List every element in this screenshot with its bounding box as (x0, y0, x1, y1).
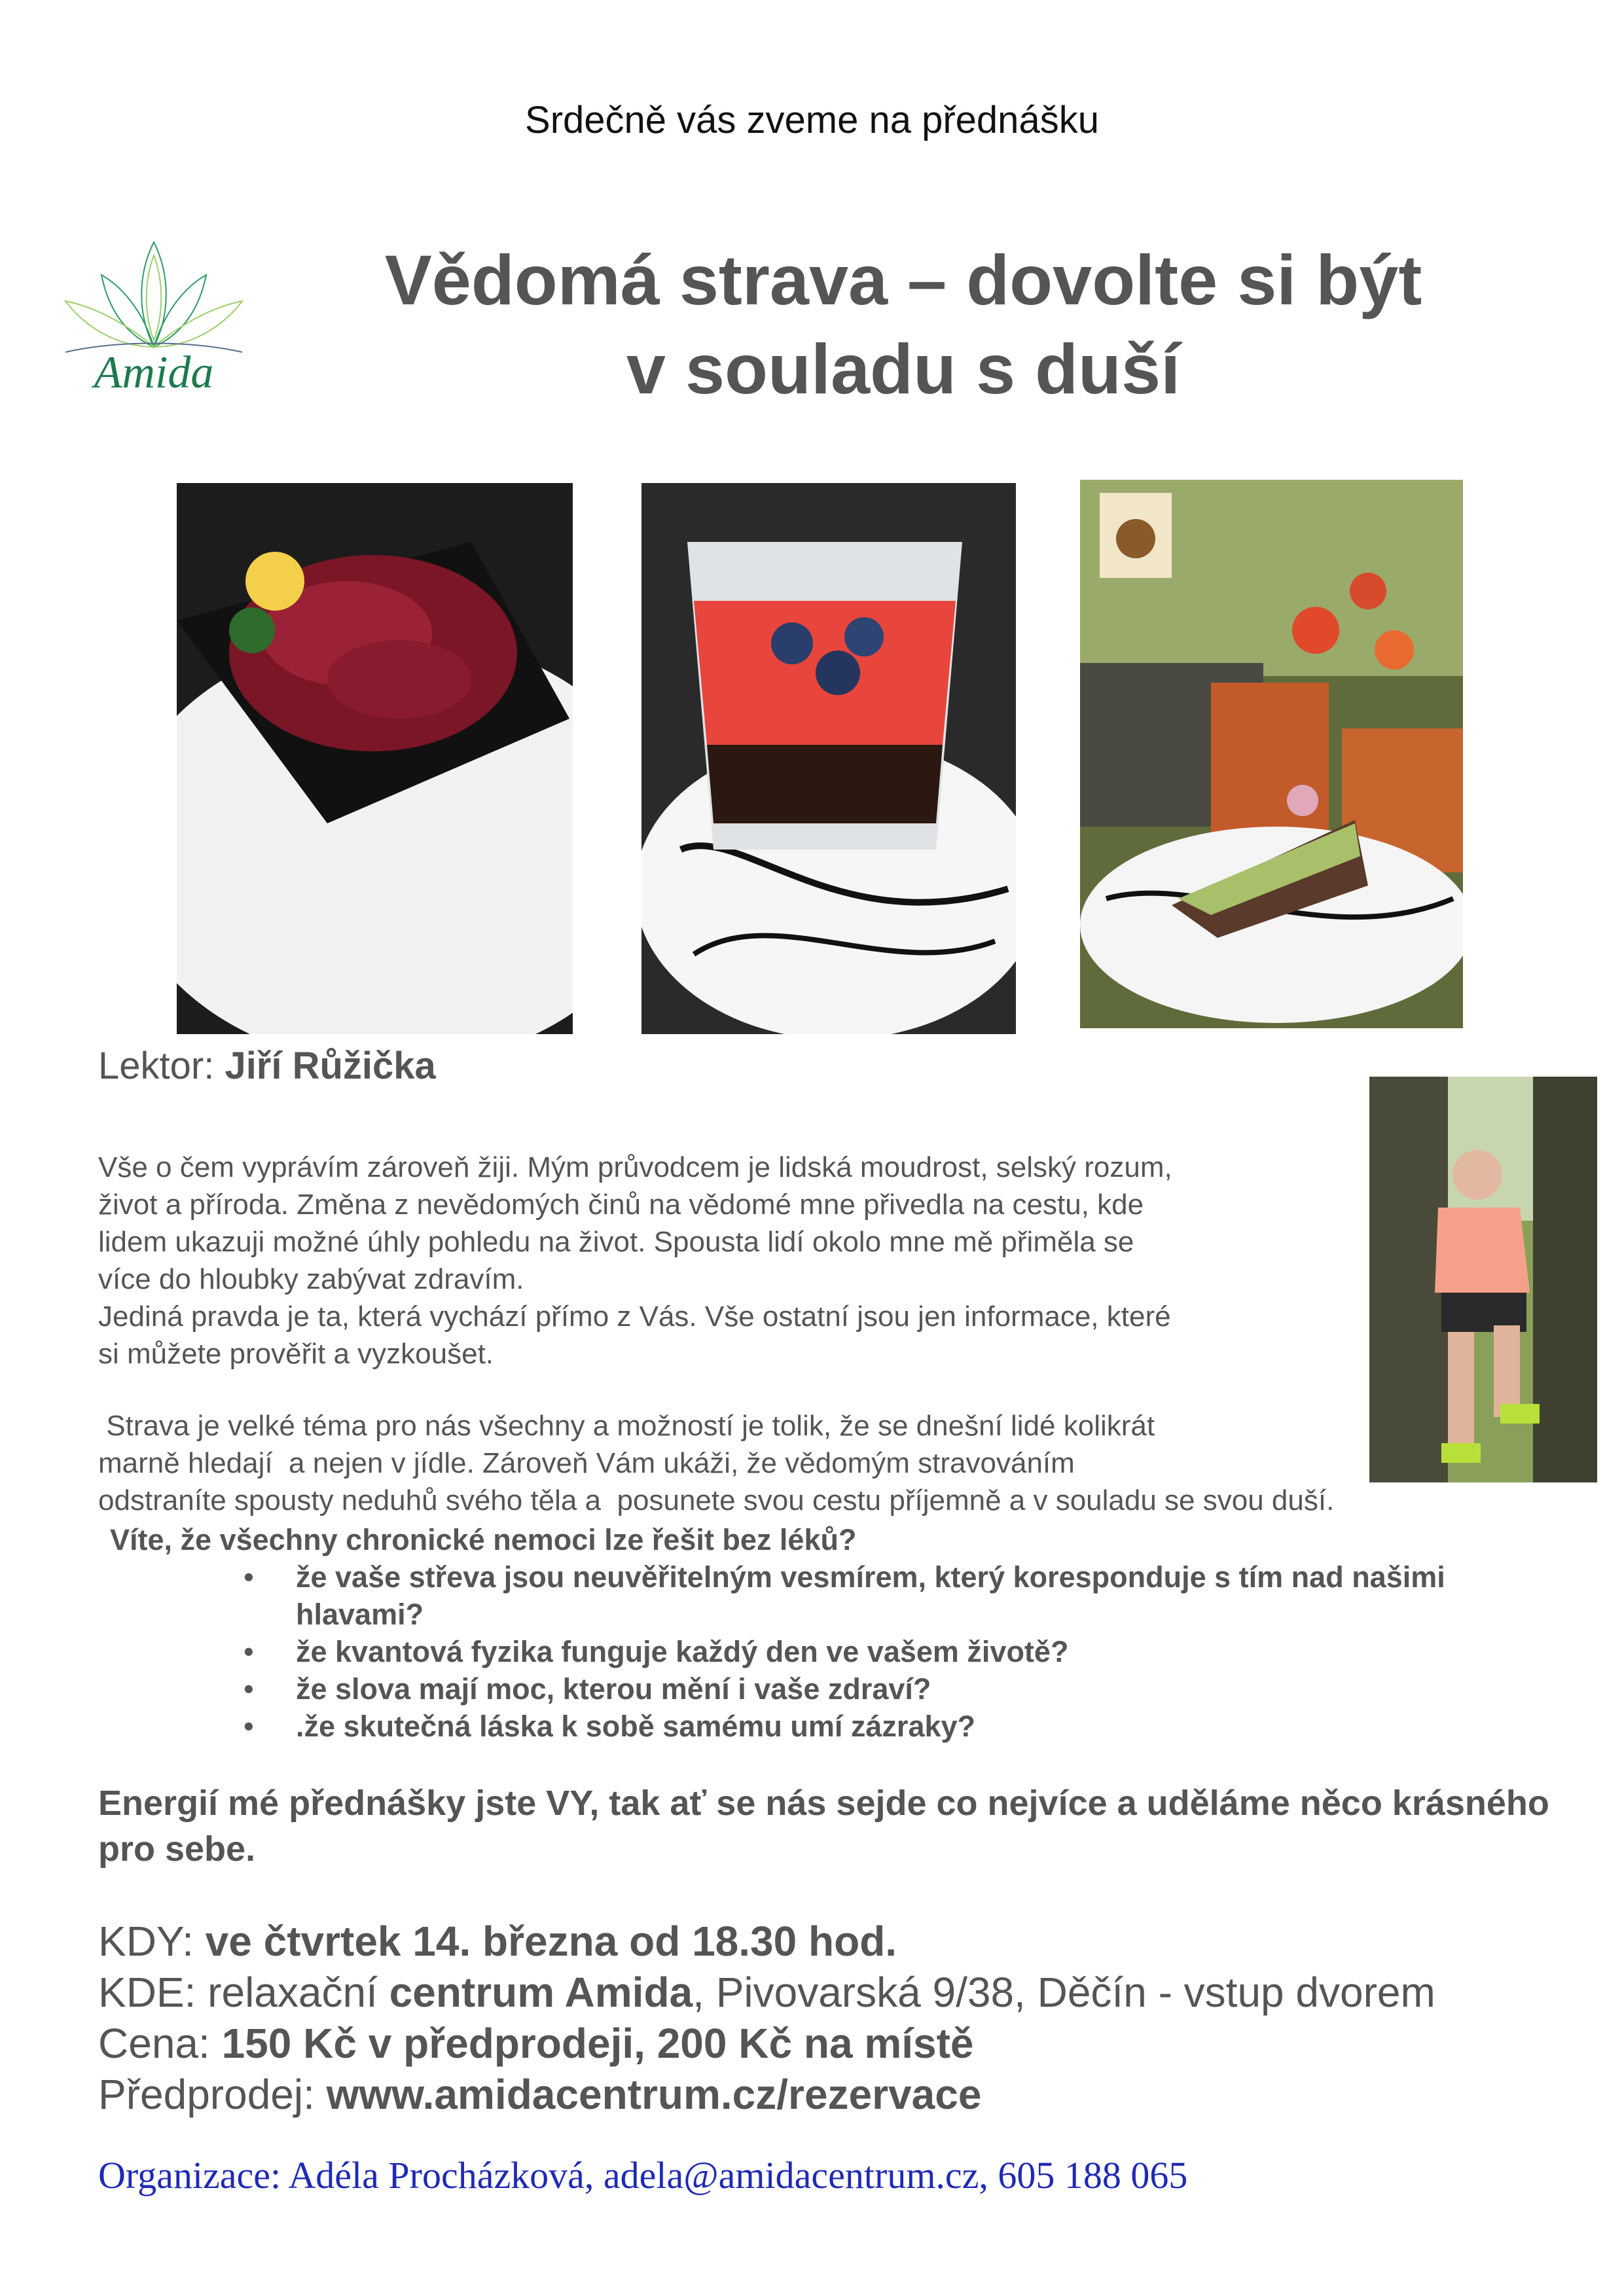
kde-label: KDE: relaxační (98, 1969, 389, 2016)
bullet-icon: • (244, 1710, 254, 1743)
bio-line: si můžete prověřit a vyzkoušet. (98, 1338, 494, 1370)
bio-line: život a příroda. Změna z nevědomých činů na vědomé mne přivedla na cestu, kde (98, 1189, 1144, 1221)
cena-label: Cena: (98, 2020, 222, 2067)
bio-line: Vše o čem vyprávím zároveň žiji. Mým průvodcem je lidská moudrost, selský rozum, (98, 1151, 1172, 1183)
bullet-icon: • (244, 1635, 254, 1668)
presale-url[interactable]: www.amidacentrum.cz/rezervace (326, 2071, 982, 2118)
list-item (244, 1558, 1500, 1633)
title-line-2: v souladu s duší (626, 329, 1181, 408)
page-title (314, 236, 1492, 414)
list-item-text: že slova mají moc, kterou mění i vaše zdraví? (296, 1672, 931, 1706)
kdy-value: ve čtvrtek 14. března od 18.30 hod. (205, 1918, 897, 1965)
lector-name: Jiří Růžička (225, 1045, 436, 1087)
question-heading: Víte, že všechny chronické nemoci lze řešit bez léků? (110, 1523, 857, 1556)
lector-label: Lektor: (98, 1045, 225, 1087)
beet-noodles-plate-photo (177, 483, 573, 1034)
bio-line: lidem ukazuji možné úhly pohledu na život. Spousta lidí okolo mne mě přiměla se (98, 1226, 1134, 1258)
list-item (244, 1633, 1500, 1670)
bullet-icon: • (244, 1560, 254, 1594)
cena-value: 150 Kč v předprodeji, 200 Kč na místě (221, 2020, 974, 2067)
bullet-icon: • (244, 1672, 254, 1706)
kde-address: , Pivovarská 9/38, Děčín - vstup dvorem (693, 1969, 1435, 2016)
title-line-1: Vědomá strava – dovolte si být (384, 240, 1422, 319)
energy-statement: Energií mé přednášky jste VY, tak ať se nás sejde co nejvíce a uděláme něco krásného pro sebe. (98, 1784, 1549, 1869)
kde-venue: centrum Amida (389, 1969, 693, 2016)
bio-paragraph-1 (98, 1149, 1342, 1372)
list-item (244, 1708, 1500, 1745)
list-item (244, 1670, 1500, 1708)
strawberry-dessert-glass-photo (641, 483, 1016, 1034)
bio-line: marně hledají a nejen v jídle. Zároveň Vám ukáži, že vědomým stravováním (98, 1447, 1075, 1479)
event-location-line (98, 1967, 1435, 2018)
bio-line: Strava je velké téma pro nás všechny a možností je tolik, že se dnešní lidé kolikrát (98, 1410, 1155, 1442)
logo-text: Amida (94, 348, 214, 398)
organizer-contact: Organizace: Adéla Procházková, adela@amidacentrum.cz, 605 188 065 (98, 2154, 1188, 2197)
event-date-line (98, 1916, 897, 1967)
event-price-line (98, 2018, 974, 2069)
lector-line (98, 1044, 436, 1088)
bio-paragraph-2 (98, 1407, 1571, 1519)
amida-logo (46, 236, 262, 399)
question-bullet-list (244, 1558, 1500, 1745)
presale-line (98, 2069, 981, 2120)
kdy-label: KDY: (98, 1918, 206, 1965)
bio-line: více do hloubky zabývat zdravím. (98, 1263, 524, 1295)
bio-line: odstraníte spousty neduhů svého těla a posunete svou cestu příjemně a v souladu se svou duší. (98, 1484, 1335, 1516)
list-item-text: že vaše střeva jsou neuvěřitelným vesmírem, který koresponduje s tím nad našimi hlavami? (296, 1560, 1445, 1631)
list-item-text: .že skutečná láska k sobě samému umí zázraky? (296, 1710, 976, 1743)
invitation-line: Srdečně vás zveme na přednášku (525, 99, 1099, 141)
bio-line: Jediná pravda je ta, která vychází přímo z Vás. Vše ostatní jsou jen informace, které (98, 1300, 1171, 1333)
predprodej-label: Předprodej: (98, 2071, 327, 2118)
lotus-icon (46, 236, 262, 399)
raw-cake-slice-garden-photo (1080, 480, 1463, 1028)
list-item-text: že kvantová fyzika funguje každý den ve vašem životě? (296, 1635, 1069, 1668)
